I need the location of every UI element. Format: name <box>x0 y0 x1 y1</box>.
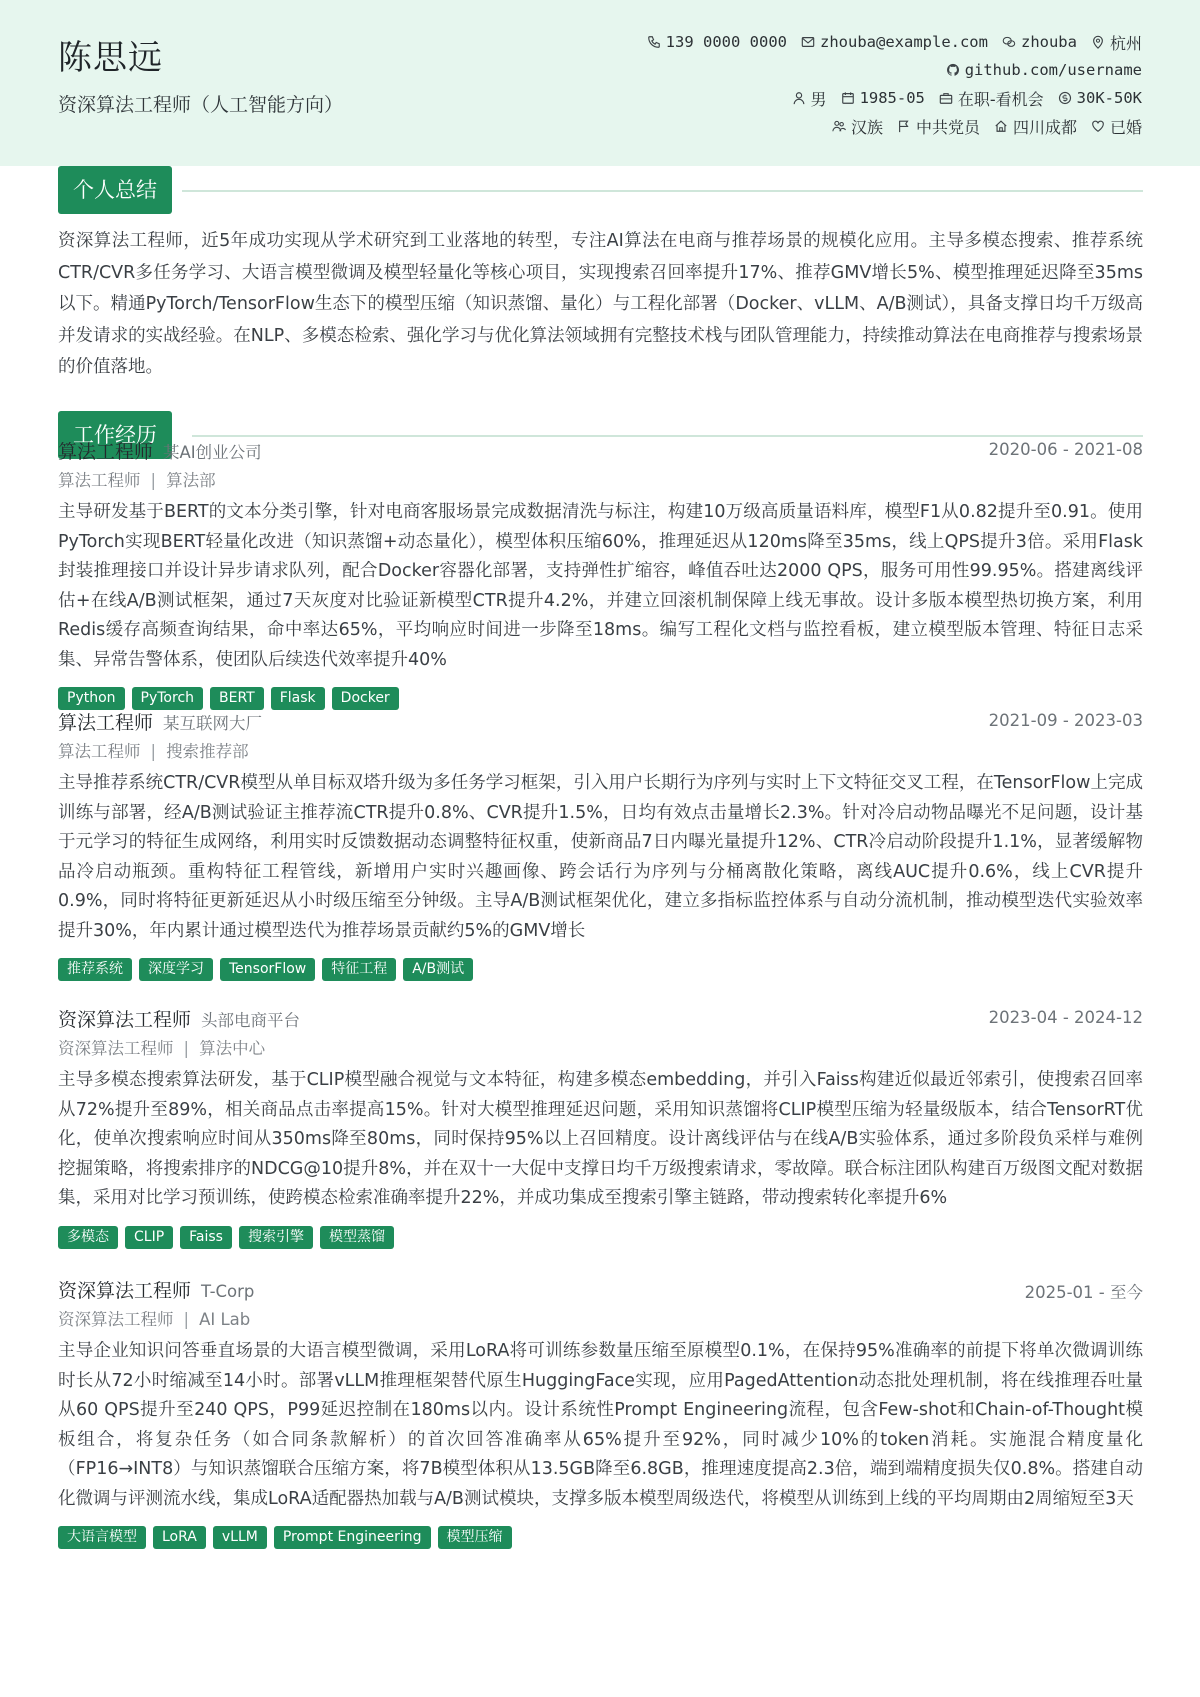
section-summary-header <box>58 166 1143 214</box>
job-date: 2023-04 - 2024-12 <box>988 1008 1143 1027</box>
job-date: 2021-09 - 2023-03 <box>988 711 1143 730</box>
job-description: 主导企业知识问答垂直场景的大语言模型微调，采用LoRA将可训练参数量压缩至原模型0.1%，在保持95%准确率的前提下将单次微调训练时长从72小时缩减至14小时。部署vLLM推理框架替代原生HuggingFace实现，应用PagedAttention动态批处理机制，将在线推理吞吐量从60 QPS提升至240 QPS，P99延迟控制在180ms以内。设计系统性Prompt Engineering流程，包含Few-shot和Chain-of-Thought模板组合，将复杂任务（如合同条款解析）的首次回答准确率从65%提升至92%，同时减少10%的token消耗。实施混合精度量化（FP16→INT8）与知识蒸馏联合压缩方案，将7B模型体积从13.5GB降至6.8GB，推理速度提高2.3倍，端到端精度损失仅0.8%。搭建自动化微调与评测流水线，集成LoRA适配器热加载与A/B测试模块，支撑多版本模型周级迭代，将模型从训练到上线的平均周期由2周缩短至3天 <box>58 1341 1143 1509</box>
skill-tag: Flask <box>271 687 325 710</box>
skill-tags <box>58 687 1143 710</box>
skill-tag: Python <box>58 687 125 710</box>
contact-row <box>542 84 1142 112</box>
job-header <box>58 437 1143 465</box>
section-divider <box>182 190 1143 192</box>
job-subheader <box>58 1304 1143 1335</box>
contact-row <box>542 112 1142 140</box>
job-department: 搜索推荐部 <box>166 742 249 761</box>
job-position: 算法工程师 <box>58 471 141 490</box>
wechat-icon <box>1002 35 1016 49</box>
job-role: 资深算法工程师 <box>58 1009 192 1031</box>
candidate-name: 陈思远 <box>58 38 163 78</box>
contact-text: zhouba@example.com <box>820 33 988 51</box>
contact-item <box>792 87 827 110</box>
calendar-icon <box>841 91 855 105</box>
contact-item <box>939 87 1044 110</box>
job-date: 2020-06 - 2021-08 <box>988 440 1143 459</box>
job-description: 主导多模态搜索算法研发，基于CLIP模型融合视觉与文本特征，构建多模态embedding，并引入Faiss构建近似最近邻索引，使搜索召回率从72%提升至89%，相关商品点击率提高15%。针对大模型推理延迟问题，采用知识蒸馏将CLIP模型压缩为轻量级版本，结合TensorRT优化，使单次搜索响应时间从350ms降至80ms，同时保持95%以上召回精度。设计离线评估与在线A/B实验体系，通过多阶段负采样与难例挖掘策略，将搜索排序的NDCG@10提升8%，并在双十一大促中支撑日均千万级搜索请求，零故障。联合标注团队构建百万级图文配对数据集，采用对比学习预训练，使跨模态检索准确率提升22%，并成功集成至搜索引擎主链路，带动搜索转化率提升6% <box>58 1070 1143 1208</box>
job-date: 2025-01 - 至今 <box>1024 1283 1143 1302</box>
skill-tags <box>58 1526 1143 1549</box>
contact-item <box>897 115 980 138</box>
contact-text: github.com/username <box>964 61 1142 79</box>
separator: | <box>150 471 157 490</box>
contact-item <box>1002 33 1077 51</box>
skill-tag: 大语言模型 <box>58 1526 146 1549</box>
contact-text: zhouba <box>1020 33 1077 51</box>
job-entry <box>58 437 1143 710</box>
contact-text: 30K-50K <box>1076 89 1142 107</box>
contact-item <box>1091 31 1142 54</box>
summary-text: 资深算法工程师，近5年成功实现从学术研究到工业落地的转型，专注AI算法在电商与推荐场景的规模化应用。主导多模态搜索、推荐系统CTR/CVR多任务学习、大语言模型微调及模型轻量化等核心项目，实现搜索召回率提升17%、推荐GMV增长5%、模型推理延迟降至35ms以下。精通PyTorch/TensorFlow生态下的模型压缩（知识蒸馏、量化）与工程化部署（Docker、vLLM、A/B测试），具备支撑日均千万级高并发请求的实战经验。在NLP、多模态检索、强化学习与优化算法领域拥有完整技术栈与团队管理能力，持续推动算法在电商推荐与搜索场景的价值落地。 <box>58 231 1143 377</box>
skill-tag: A/B测试 <box>403 958 473 981</box>
contact-row <box>542 28 1142 56</box>
flag-icon <box>897 119 911 133</box>
contact-text: 男 <box>810 89 827 109</box>
skill-tag: Docker <box>332 687 399 710</box>
job-header <box>58 708 1143 736</box>
salary-icon <box>1058 91 1072 105</box>
job-department: AI Lab <box>199 1310 251 1329</box>
job-header <box>58 1005 1143 1033</box>
contact-text: 已婚 <box>1109 117 1142 137</box>
skill-tag: Prompt Engineering <box>274 1526 431 1549</box>
skill-tag: Faiss <box>180 1226 232 1249</box>
skill-tag: 推荐系统 <box>58 958 132 981</box>
skill-tag: BERT <box>210 687 264 710</box>
job-description: 主导研发基于BERT的文本分类引擎，针对电商客服场景完成数据清洗与标注，构建10万级高质量语料库，模型F1从0.82提升至0.91。使用PyTorch实现BERT轻量化改进（知识蒸馏+动态量化），模型体积压缩60%，推理延迟从120ms降至35ms，线上QPS提升3倍。采用Flask封装推理接口并设计异步请求队列，配合Docker容器化部署，支持弹性扩缩容，峰值吞吐达2000 QPS，服务可用性99.95%。搭建离线评估+在线A/B测试框架，通过7天灰度对比验证新模型CTR提升4.2%，并建立回滚机制保障上线无事故。设计多版本模型热切换方案，利用Redis缓存高频查询结果，命中率达65%，平均响应时间进一步降至18ms。编写工程化文档与监控看板，建立模型版本管理、特征日志采集、异常告警体系，使团队后续迭代效率提升40% <box>58 502 1143 670</box>
section-title-work: 工作经历 <box>58 411 172 459</box>
contact-text: 在职-看机会 <box>957 89 1044 109</box>
contact-item <box>647 33 787 51</box>
skill-tag: vLLM <box>213 1526 267 1549</box>
skill-tag: 深度学习 <box>139 958 213 981</box>
contact-item <box>994 115 1077 138</box>
github-icon <box>946 63 960 77</box>
job-role: 算法工程师 <box>58 712 154 734</box>
ethnicity-icon <box>832 119 846 133</box>
job-department: 算法中心 <box>199 1039 266 1058</box>
contact-text: 139 0000 0000 <box>665 33 787 51</box>
job-position: 资深算法工程师 <box>58 1039 174 1058</box>
job-subheader <box>58 1033 1143 1064</box>
heart-icon <box>1091 119 1105 133</box>
contact-item <box>832 115 883 138</box>
home-icon <box>994 119 1008 133</box>
separator: | <box>183 1310 190 1329</box>
skill-tags <box>58 1226 1143 1249</box>
contact-item <box>1091 115 1142 138</box>
skill-tag: PyTorch <box>132 687 203 710</box>
job-entry <box>58 1005 1143 1249</box>
job-entry <box>58 708 1143 981</box>
contact-text: 中共党员 <box>915 117 980 137</box>
job-header <box>58 1276 1143 1304</box>
contact-item <box>801 33 988 51</box>
skill-tag: TensorFlow <box>220 958 315 981</box>
skill-tag: CLIP <box>125 1226 173 1249</box>
job-role: 算法工程师 <box>58 441 154 463</box>
job-position: 资深算法工程师 <box>58 1310 174 1329</box>
contact-item <box>946 61 1142 79</box>
contact-row <box>542 56 1142 84</box>
job-company: 某AI创业公司 <box>163 443 262 462</box>
job-department: 算法部 <box>166 471 216 490</box>
briefcase-icon <box>939 91 953 105</box>
job-description: 主导推荐系统CTR/CVR模型从单目标双塔升级为多任务学习框架，引入用户长期行为序列与实时上下文特征交叉工程，在TensorFlow上完成训练与部署，经A/B测试验证主推荐流CTR提升0.8%、CVR提升1.5%，日均有效点击量增长2.3%。针对冷启动物品曝光不足问题，设计基于元学习的特征生成网络，利用实时反馈数据动态调整特征权重，使新商品7日内曝光量提升12%、CTR冷启动阶段提升1.1%，显著缓解物品冷启动瓶颈。重构特征工程管线，新增用户实时兴趣画像、跨会话行为序列与分桶离散化策略，离线AUC提升0.6%，线上CVR提升0.9%，同时将特征更新延迟从小时级压缩至分钟级。主导A/B测试框架优化，建立多指标监控体系与自动分流机制，推动模型迭代实验效率提升30%，年内累计通过模型迭代为推荐场景贡献约5%的GMV增长 <box>58 773 1143 941</box>
mail-icon <box>801 35 815 49</box>
separator: | <box>183 1039 190 1058</box>
location-icon <box>1091 35 1105 49</box>
skill-tag: 多模态 <box>58 1226 118 1249</box>
contact-info <box>542 28 1142 140</box>
job-entry <box>58 1276 1143 1549</box>
job-company: 某互联网大厂 <box>163 714 263 733</box>
job-company: 头部电商平台 <box>201 1011 301 1030</box>
candidate-title: 资深算法工程师（人工智能方向） <box>58 94 344 116</box>
separator: | <box>150 742 157 761</box>
skill-tag: 搜索引擎 <box>239 1226 313 1249</box>
job-role: 资深算法工程师 <box>58 1280 192 1302</box>
phone-icon <box>647 35 661 49</box>
person-icon <box>792 91 806 105</box>
skill-tag: LoRA <box>153 1526 206 1549</box>
skill-tag: 模型压缩 <box>438 1526 512 1549</box>
job-company: T-Corp <box>201 1282 255 1301</box>
section-title-summary: 个人总结 <box>58 166 172 214</box>
contact-item <box>1058 89 1142 107</box>
skill-tag: 特征工程 <box>322 958 396 981</box>
job-subheader <box>58 736 1143 767</box>
contact-text: 杭州 <box>1109 33 1142 53</box>
contact-text: 1985-05 <box>859 89 925 107</box>
contact-item <box>841 89 925 107</box>
skill-tag: 模型蒸馏 <box>320 1226 394 1249</box>
resume-header <box>0 0 1200 166</box>
job-subheader <box>58 465 1143 496</box>
skill-tags <box>58 958 1143 981</box>
contact-text: 四川成都 <box>1012 117 1077 137</box>
job-position: 算法工程师 <box>58 742 141 761</box>
contact-text: 汉族 <box>850 117 883 137</box>
